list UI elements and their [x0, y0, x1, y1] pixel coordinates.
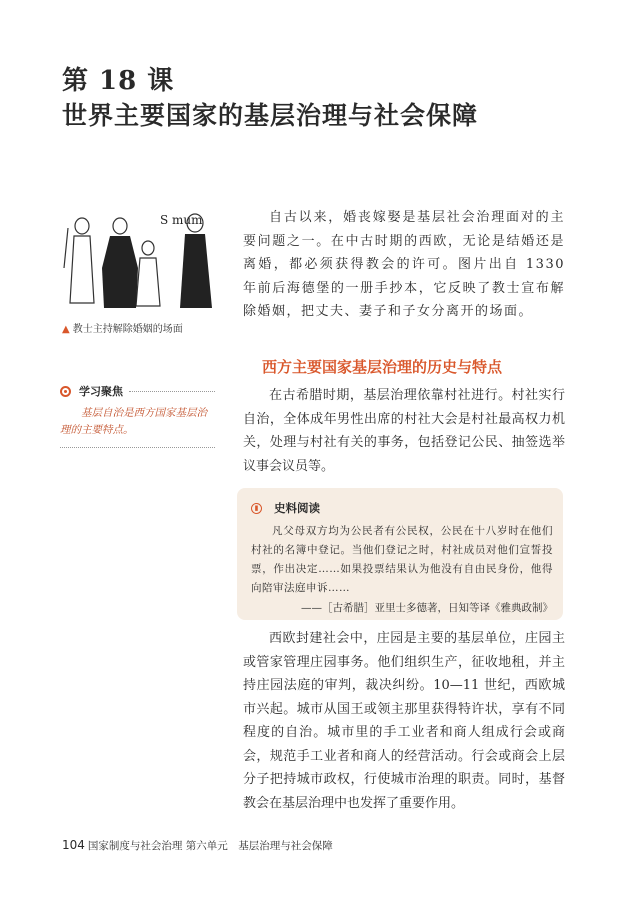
book-icon: ▮ [251, 503, 262, 514]
quote: 凡父母双方均为公民者有公民权，公民在十八岁时在他们村社的名簿中登记。当他们登记之时，村社成员对他们宣誓投票，作出决定……如果投票结果认为他没有自由民身份，他得向陪审法庭申诉…… [251, 525, 553, 594]
box-label: 史料阅读 [274, 501, 320, 515]
figure-caption [62, 320, 183, 335]
source-reading-box [237, 488, 563, 620]
caption-text: 教士主持解除婚姻的场面 [72, 324, 183, 335]
focus-text: 基层自治是西方国家基层治理的主要特点。 [60, 407, 207, 436]
body-paragraph: 在古希腊时期，基层治理依靠村社进行。村社实行自治，全体成年男性出席的村社大会是村社最高权力机关，处理与村社有关的事务，包括登记公民、抽签选举议事会议员等。 [243, 388, 565, 474]
manuscript-illustration [60, 208, 220, 316]
page-number: 104 [62, 838, 85, 852]
footer-text: 国家制度与社会治理 第六单元 基层治理与社会保障 [87, 840, 333, 852]
lesson-number: 第 18 课 [62, 66, 175, 96]
learning-focus [60, 383, 215, 448]
page-title: 世界主要国家的基层治理与社会保障 [62, 101, 479, 130]
target-icon [60, 386, 71, 397]
focus-label: 学习聚焦 [79, 385, 123, 398]
inscription: S mum [160, 213, 203, 227]
attribution: ——［古希腊］亚里士多德著，日知等译《雅典政制》 [301, 602, 553, 614]
triangle-icon: ▲ [62, 324, 70, 335]
intro-paragraph: 自古以来，婚丧嫁娶是基层社会治理面对的主要问题之一。在中古时期的西欧，无论是结婚还是离婚，都必须获得教会的许可。图片出自 1330 年前后海德堡的一册手抄本，它反映了教士宣布解除婚姻，把丈夫、妻子和子女分离开的场面。 [243, 210, 565, 319]
body-paragraph: 西欧封建社会中，庄园是主要的基层单位，庄园主或管家管理庄园事务。他们组织生产，征收地租，并主持庄园法庭的审判，裁决纠纷。10—11 世纪，西欧城市兴起。城市从国王或领主那里获得特许状，享有不同程度的自治。城市里的手工业者和商人组成行会或商会，规范手工业者和商人的经营活动。行会或商会上层分子把持城市政权，行使城市治理的职责。同时，基督教会在基层治理中也发挥了重要作用。 [243, 631, 565, 811]
page-footer [62, 838, 333, 853]
section-heading: 西方主要国家基层治理的历史与特点 [262, 358, 503, 376]
